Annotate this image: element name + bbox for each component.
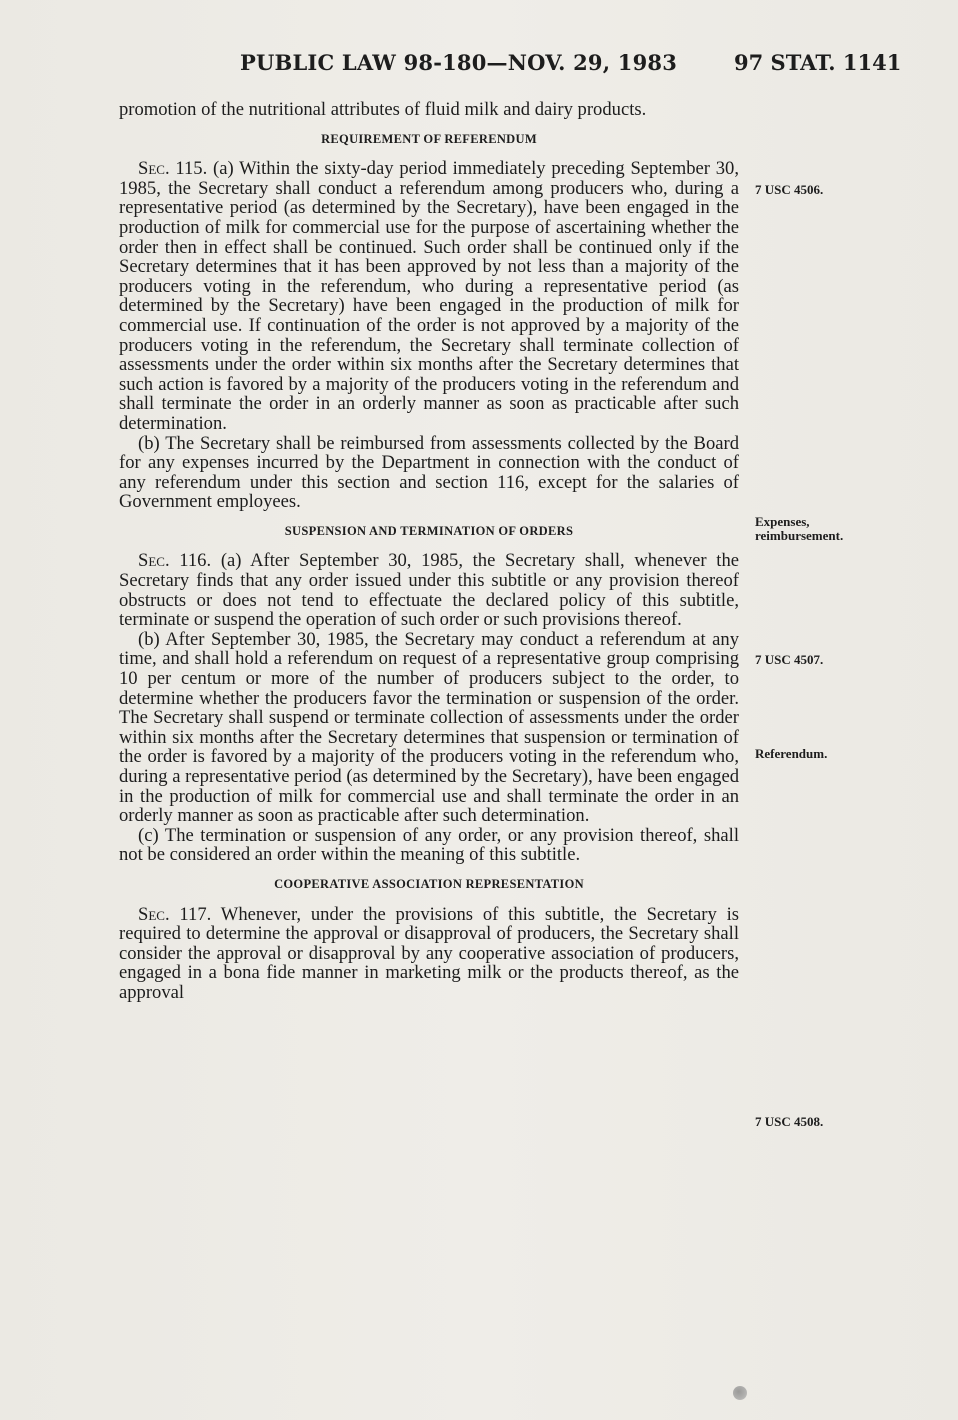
section-heading-suspension: SUSPENSION AND TERMINATION OF ORDERS <box>284 523 574 538</box>
paragraph-sec115a <box>119 159 739 433</box>
margin-note-usc-4508: 7 USC 4508. <box>755 1114 824 1129</box>
margin-note-referendum: Referendum. <box>755 746 828 761</box>
section-number-115: Sec. 115. <box>138 158 208 180</box>
section-heading-referendum: REQUIREMENT OF REFERENDUM <box>321 131 537 146</box>
page-header-stat: 97 STAT. 1141 <box>734 50 902 75</box>
body-text-column <box>119 100 739 1003</box>
margin-note-reimbursement: reimbursement. <box>755 528 844 543</box>
scan-smudge-mark <box>733 1386 747 1400</box>
paragraph-sec117 <box>119 905 739 1003</box>
page-header-title: PUBLIC LAW 98-180—NOV. 29, 1983 <box>240 50 678 75</box>
paragraph-sec116b: (b) After September 30, 1985, the Secretary may conduct a referendum at any time, and shall hold a referendum on request of a representative group comprising 10 per centum or more of the number of producers subject to the order, to determine whether the producers favor the termination or suspension of the order. The Secretary shall suspend or terminate collection of assessments under the order within six months after the Secretary determines that suspension or termination of the order is favored by a majority of the producers voting in the referendum who, during a representative period (as determined by the Secretary), have been engaged in the production of milk for commercial use and shall terminate the order in an orderly manner as soon as practicable after such determination. <box>119 628 739 827</box>
paragraph-sec115b: (b) The Secretary shall be reimbursed from assessments collected by the Board for any expenses incurred by the Department in connection with the conduct of any referendum under this section and section 116, except for the salaries of Government employees. <box>119 432 739 513</box>
paragraph-sec116a <box>119 551 739 629</box>
section-number-117: Sec. 117. <box>138 903 212 925</box>
section-heading-cooperative: COOPERATIVE ASSOCIATION REPRESENTATION <box>274 876 584 891</box>
sec115a-text: (a) Within the sixty-day period immediately preceding September 30, 1985, the Secretary shall conduct a referendum among producers who, during a representative period (as determined by the Secretary), have been engaged in the production of milk for commercial use for the purpose of ascertaining whether the order then in effect shall be continued. Such order shall be continued only if the Secretary determines that it has been approved by not less than a majority of the producers voting in the referendum, who during a representative period (as determined by the Secretary) have been engaged in the production of milk for commercial use. If continuation of the order is not approved by a majority of the producers voting in the referendum, the Secretary shall terminate collection of assessments under the order within six months after the Secretary determines that such action is favored by a majority of the producers voting in the referendum and shall terminate the order in an orderly manner as soon as practicable after such determination. <box>119 158 739 434</box>
section-number-116: Sec. 116. <box>138 550 212 572</box>
sec116a-text: (a) After September 30, 1985, the Secretary shall, whenever the Secretary finds that any order issued under this subtitle or any provision thereof obstructs or does not tend to effectuate the declared policy of this subtitle, terminate or suspend the operation of such order or such provisions thereof. <box>119 550 740 631</box>
paragraph-sec116c: (c) The termination or suspension of any order, or any provision thereof, shall not be considered an order within the meaning of this subtitle. <box>119 824 739 866</box>
margin-note-expenses: Expenses, <box>755 514 810 529</box>
paragraph-continuation: promotion of the nutritional attributes of fluid milk and dairy products. <box>119 99 647 120</box>
margin-note-usc-4507: 7 USC 4507. <box>755 652 824 667</box>
sec117-text: Whenever, under the provisions of this subtitle, the Secretary is required to determine the approval or disapproval of producers, the Secretary shall consider the approval or disapproval by any cooperative association of producers, engaged in a bona fide manner in marketing milk or the products thereof, as the approval <box>119 903 739 1003</box>
margin-note-usc-4506: 7 USC 4506. <box>755 182 824 197</box>
